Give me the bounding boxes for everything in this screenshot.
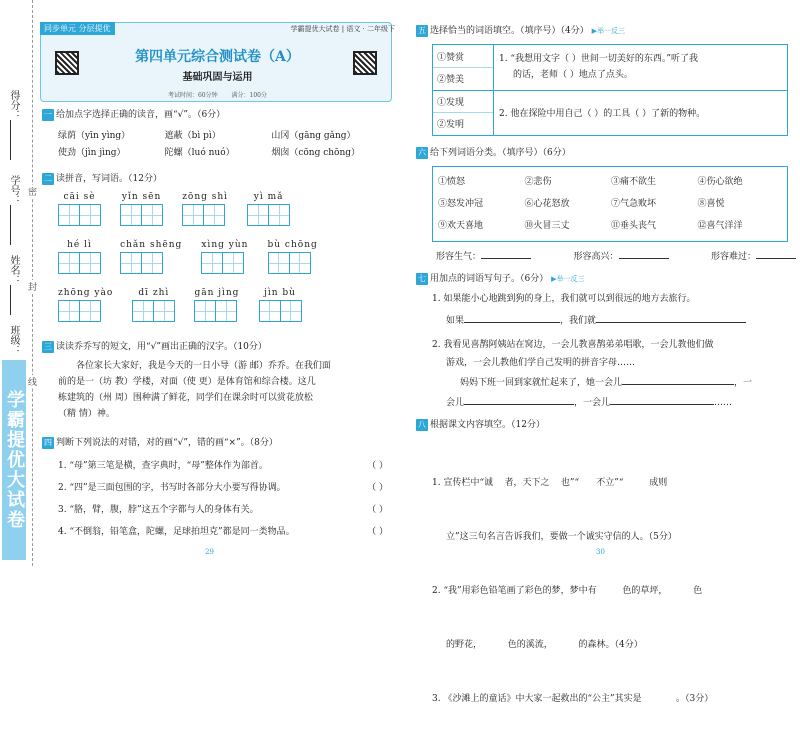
passage-line: 前的是一（坊 教）学楼，对面（使 更）是体育馆和综合楼。这几 — [58, 377, 316, 387]
q1-item[interactable]: 绿荫（yīn yìng） — [58, 131, 131, 141]
pinyin-text: gān jìng — [194, 288, 240, 298]
pinyin-box[interactable] — [120, 192, 163, 230]
exam-meta — [40, 90, 395, 99]
word: ⑧喜悦 — [697, 199, 725, 209]
question-number: 六 — [418, 148, 426, 157]
word: ④伤心欲绝 — [697, 177, 743, 187]
right-page — [410, 0, 795, 704]
question-2-title — [42, 172, 392, 186]
word: ⑨欢天喜地 — [438, 221, 484, 231]
cut-char: 线 — [28, 375, 37, 388]
fill-line: 立”这三句名言告诉我们，要做一个诚实守信的人。（5分） — [446, 532, 677, 542]
word: ⑪垂头丧气 — [611, 221, 657, 231]
word: ⑫喜气洋洋 — [697, 221, 743, 231]
pinyin-text: bù chōng — [267, 240, 318, 250]
q6-categories — [436, 250, 796, 264]
question-5-title — [416, 24, 796, 38]
tf-text: 4. “不倒翁，铅笔盒，陀螺，足球拍坦克”都是同一类物品。 — [58, 527, 295, 537]
question-number: 三 — [44, 342, 52, 351]
q7-answer[interactable]: 如果 ，我们就 — [446, 314, 792, 328]
q1-items — [58, 128, 378, 158]
pinyin-box[interactable] — [268, 240, 318, 278]
answer-paren[interactable]: （ ） — [367, 461, 388, 471]
word: ⑤怒发冲冠 — [438, 199, 484, 209]
q1-item[interactable]: 烟囱（cōng chōng） — [271, 148, 361, 158]
question-text: 用加点的词语写句子。（6分） — [430, 274, 549, 284]
question-text: 读读乔乔写的短文，用“√”画出正确的汉字。（10分） — [56, 342, 267, 352]
q1-item[interactable]: 山冈（gāng gǎng） — [271, 131, 356, 141]
question-number: 四 — [44, 438, 52, 447]
pinyin-row — [58, 288, 316, 326]
pinyin-text: cāi sè — [63, 192, 96, 202]
page-subtitle: 基础巩固与运用 — [182, 72, 253, 83]
q3-passage — [58, 358, 393, 422]
question-7-title — [416, 272, 796, 286]
option: ①发现 — [437, 98, 465, 108]
q7-sentence: 1. 如果能小心地跳到狗的身上，我们就可以到很远的地方去旅行。 — [432, 294, 696, 304]
question-text: 选择恰当的词语填空。（填序号）（4分） — [430, 26, 589, 36]
answer-paren[interactable]: （ ） — [367, 505, 388, 515]
binding-strip — [0, 0, 30, 566]
tf-text: 1. “母”第三笔是横，查字典时，“母”整体作为部首。 — [58, 461, 268, 471]
category-field[interactable]: 形容高兴： — [573, 250, 668, 264]
page-number: 29 — [205, 548, 214, 556]
word: ⑥心花怒放 — [524, 199, 570, 209]
option: ②发明 — [437, 120, 465, 130]
q1-item[interactable]: 使劲（jìn jìng） — [58, 148, 126, 158]
class-label: 班级： — [8, 325, 19, 355]
page-title: 第四单元综合测试卷（A） — [135, 49, 300, 65]
question-number: 五 — [418, 26, 426, 35]
series-tag: 同步单元 分层提优 — [40, 22, 115, 35]
answer-paren[interactable]: （ ） — [367, 483, 388, 493]
pinyin-text: yì mǎ — [253, 192, 284, 202]
cut-char: 密 — [28, 185, 37, 198]
passage-line: 各位家长大家好，我是今天的一日小导（游 邮）乔乔。在我们面 — [76, 361, 331, 371]
question-text: 给加点字选择正确的读音，画“√”。（6分） — [56, 110, 226, 120]
question-number: 二 — [44, 174, 52, 183]
passage-line: （精 情）神。 — [58, 409, 115, 419]
question-4-title — [42, 436, 392, 450]
pinyin-text: zōng shì — [182, 192, 229, 202]
tf-item — [58, 502, 388, 515]
tf-item — [58, 458, 388, 471]
pinyin-box[interactable] — [132, 288, 175, 326]
q7-sentence: 游戏，一会儿教他们学自己发明的拼音字母…… — [446, 358, 636, 368]
pinyin-box[interactable] — [259, 288, 302, 326]
fill-line: 2. “我”用彩色铅笔画了彩色的梦，梦中有 色的草坪， 色 — [432, 586, 703, 596]
cut-char: 封 — [28, 280, 37, 293]
q1-item[interactable]: 遮蔽（bì pì） — [164, 131, 221, 141]
pinyin-box[interactable] — [182, 192, 228, 230]
pinyin-box[interactable] — [58, 240, 101, 278]
page-number: 30 — [596, 548, 605, 556]
word: ②悲伤 — [524, 177, 552, 187]
tf-text: 2. “四”是三面包围的字，书写时各部分大小要写得协调。 — [58, 483, 286, 493]
fill-line: 1. 宣传栏中“诚 者，天下之 也”“ 不立”“ 成则 — [432, 478, 668, 488]
sentence-line: 的话，老师（ ）地点了点头。 — [513, 70, 633, 80]
question-number: 七 — [418, 274, 426, 283]
passage-line: 栋建筑的（州 周）围种满了鲜花，同学们在课余时可以赏花放松 — [58, 393, 313, 403]
hint-link[interactable]: ▶举一反三 — [551, 275, 585, 283]
left-page — [40, 0, 395, 566]
pinyin-row — [58, 240, 332, 278]
question-text: 读拼音，写词语。（12分） — [56, 174, 162, 184]
pinyin-box[interactable] — [194, 288, 239, 326]
word: ⑩火冒三丈 — [524, 221, 570, 231]
question-1-title — [42, 108, 392, 122]
q8-item[interactable] — [432, 438, 794, 744]
q7-answer[interactable]: 会儿 ，一会儿 …… — [446, 398, 733, 408]
fill-line: 的野花， 色的溪流， 的森林。（4分） — [446, 640, 643, 650]
tf-item — [58, 480, 388, 493]
hint-link[interactable]: ▶举一反三 — [591, 27, 625, 35]
word: ③痛不欲生 — [611, 177, 657, 187]
q7-sentence: 2. 我看见喜鹊阿姨站在窝边，一会儿教喜鹊弟弟唱歌，一会儿教他们做 — [432, 340, 714, 350]
pinyin-text: dī zhì — [138, 288, 170, 298]
series-info: 学霸提优大试卷 | 语文 · 二年级下 — [290, 25, 395, 33]
pinyin-box[interactable] — [120, 240, 182, 278]
name-label: 姓名： — [8, 255, 19, 285]
brand-logo: 学霸提优大试卷 — [2, 360, 26, 560]
id-label: 学号： — [8, 175, 19, 205]
pinyin-text: chǎn shēng — [120, 240, 183, 250]
q5-sentence: 2. 他在探险中用自己（ ）的工具（ ）了新的物种。 — [499, 109, 706, 119]
pinyin-text: jìn bù — [264, 288, 296, 298]
word: ⑦气急败坏 — [611, 199, 657, 209]
question-text: 判断下列说法的对错，对的画“√”，错的画“×”。（8分） — [56, 438, 278, 448]
question-6-title — [416, 146, 796, 160]
question-text: 给下列词语分类。（填序号）（6分） — [430, 148, 571, 158]
pinyin-box[interactable] — [58, 192, 101, 230]
pinyin-box[interactable] — [201, 240, 248, 278]
option: ②赞美 — [437, 75, 465, 85]
q7-answer[interactable]: 妈妈下班一回到家就忙起来了，她一会儿 ，一 — [460, 378, 753, 388]
q5-sentence — [499, 51, 784, 83]
exam-score: 满分：100分 — [231, 92, 267, 99]
name-line — [10, 285, 11, 315]
word: ①愤怒 — [438, 177, 466, 187]
pinyin-box[interactable] — [58, 288, 113, 326]
pinyin-row — [58, 192, 304, 230]
score-line — [10, 120, 11, 160]
pinyin-text: yǐn sēn — [121, 192, 162, 202]
answer-paren[interactable]: （ ） — [367, 527, 388, 537]
sentence-line: 1. “我想用文字（ ）世间一切美好的东西。”听了我 — [499, 54, 699, 64]
score-label: 得分： — [8, 90, 19, 120]
pinyin-box[interactable] — [247, 192, 290, 230]
category-field[interactable]: 形容生气： — [436, 250, 531, 264]
pinyin-text: xìng yùn — [201, 240, 249, 250]
fill-line: 3. 《沙滩上的童话》中大家一起救出的“公主”其实是 。（3分） — [432, 694, 714, 704]
category-field[interactable]: 形容难过： — [711, 250, 796, 264]
question-number: 一 — [44, 110, 52, 119]
q1-item[interactable]: 陀螺（luó nuó） — [164, 148, 235, 158]
word-bank-grid — [438, 174, 784, 231]
question-number: 八 — [418, 420, 426, 429]
id-line — [10, 205, 11, 245]
pinyin-text: hé lì — [67, 240, 92, 250]
tf-item — [58, 524, 388, 537]
question-8-title — [416, 418, 796, 432]
q5-table — [432, 44, 788, 136]
option: ①赞赏 — [437, 53, 465, 63]
pinyin-text: zhōng yào — [58, 288, 114, 298]
exam-time: 考试时间：60分钟 — [167, 92, 218, 99]
question-text: 根据课文内容填空。（12分） — [430, 420, 545, 430]
question-3-title — [42, 340, 392, 354]
tf-text: 3. “胳，臂，腹，脖”这五个字都与人的身体有关。 — [58, 505, 259, 515]
